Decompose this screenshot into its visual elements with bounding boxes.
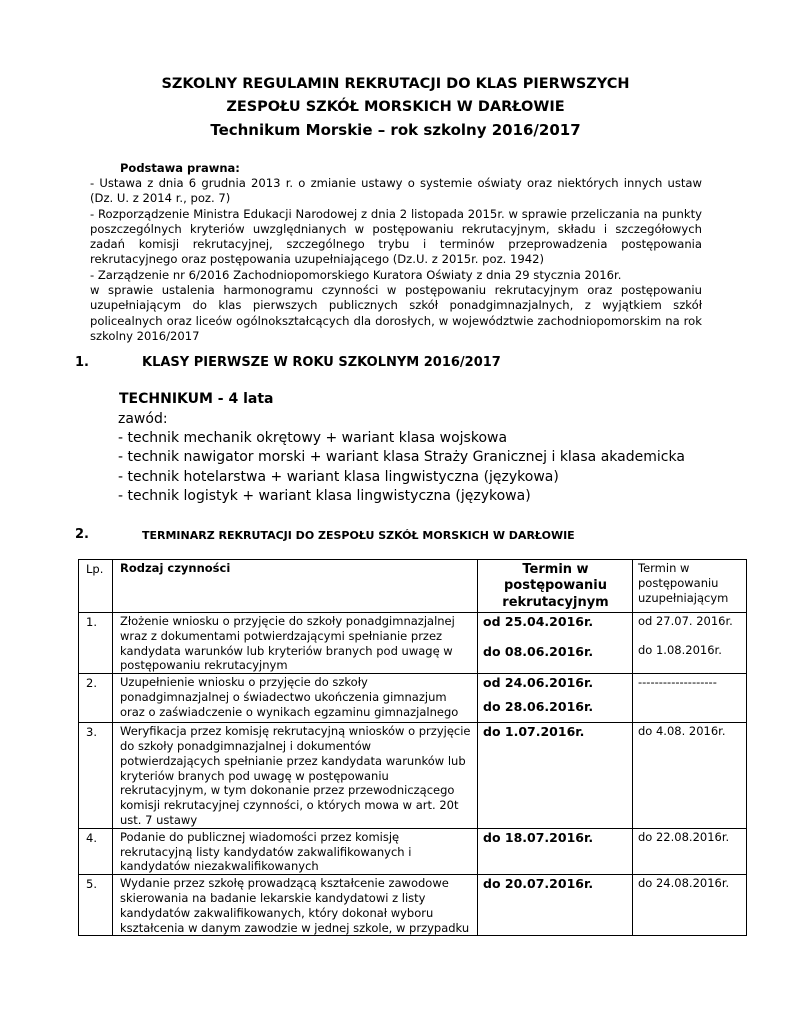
table-header-row xyxy=(79,560,747,613)
legal-basis-item: - Ustawa z dnia 6 grudnia 2013 r. o zmianie ustawy o systemie oświaty oraz niektórych innych ustaw (Dz. U. z 2014 r., poz. 7) xyxy=(90,176,702,206)
row-activity: Złożenie wniosku o przyjęcie do szkoły ponadgimnazjalnej wraz z dokumentami potwierdzającymi spełnianie przez kandydata warunków lub kryteriów branych pod uwagę w postępowaniu rekrutacyjnym xyxy=(113,613,478,674)
section-2-title: TERMINARZ REKRUTACJI DO ZESPOŁU SZKÓŁ MORSKICH W DARŁOWIE xyxy=(142,529,575,542)
row-activity: Weryfikacja przez komisję rekrutacyjną wniosków o przyjęcie do szkoły ponadgimnazjalnej i dokumentów potwierdzających spełnianie przez kandydata warunków lub kryteriów branych pod uwagę w postępowaniu rekrutacyjnym, w tym dokonanie przez przewodniczącego komisji rekrutacyjnej czynności, o których mowa w art. 20t ust. 7 ustawy xyxy=(113,723,478,829)
row-recruitment-term: do 18.07.2016r. xyxy=(478,828,633,874)
row-number: 3. xyxy=(79,723,113,829)
row-number: 1. xyxy=(79,613,113,674)
header-recruitment-term: Termin w postępowaniu rekrutacyjnym xyxy=(478,560,633,613)
recruitment-schedule-table xyxy=(78,559,747,936)
header-lp: Lp. xyxy=(79,560,113,613)
profession-item: - technik hotelarstwa + wariant klasa lingwistyczna (językowa) xyxy=(118,468,559,485)
table-row xyxy=(79,828,747,874)
legal-basis-item: w sprawie ustalenia harmonogramu czynności w postępowaniu rekrutacyjnym oraz postępowaniu uzupełniającym do klas pierwszych publicznych szkół ponadgimnazjalnych, z wyjątkiem szkół policealnych oraz liceów ogólnokształcących dla dorosłych, w województwie zachodniopomorskim na rok szkolny 2016/2017 xyxy=(90,283,702,343)
school-name: ZESPOŁU SZKÓŁ MORSKICH W DARŁOWIE xyxy=(226,99,565,115)
section-1-number: 1. xyxy=(75,355,89,370)
row-activity: Wydanie przez szkołę prowadzącą kształcenie zawodowe skierowania na badanie lekarskie kandydatowi z listy kandydatów zakwalifikowanych, który dokonał wyboru kształcenia w danym zawodzie w jednej szkole, w przypadku xyxy=(113,875,478,936)
row-recruitment-term: do 20.07.2016r. xyxy=(478,875,633,936)
profession-item: - technik nawigator morski + wariant klasa Straży Granicznej i klasa akademicka xyxy=(118,449,685,466)
supp-start: od 27.07. 2016r. xyxy=(638,614,733,628)
table-row xyxy=(79,723,747,829)
row-supplementary-term: do 24.08.2016r. xyxy=(633,875,747,936)
legal-basis-item: - Zarządzenie nr 6/2016 Zachodniopomorskiego Kuratora Oświaty z dnia 29 stycznia 2016r. xyxy=(90,267,622,282)
legal-basis-text xyxy=(90,176,702,344)
row-activity: Podanie do publicznej wiadomości przez komisję rekrutacyjną listy kandydatów zakwalifikowanych i kandydatów niezakwalifikowanych xyxy=(113,828,478,874)
row-supplementary-term xyxy=(633,613,747,674)
row-recruitment-term xyxy=(478,674,633,723)
supp-end: do 1.08.2016r. xyxy=(638,642,722,657)
header-activity: Rodzaj czynności xyxy=(113,560,478,613)
school-year-subtitle: Technikum Morskie – rok szkolny 2016/2017 xyxy=(210,121,581,139)
section-2-number: 2. xyxy=(75,527,89,542)
row-recruitment-term xyxy=(478,613,633,674)
table-row xyxy=(79,674,747,723)
school-type-heading: TECHNIKUM - 4 lata xyxy=(119,391,274,407)
profession-item: - technik logistyk + wariant klasa lingwistyczna (językowa) xyxy=(118,487,531,504)
profession-list xyxy=(118,410,685,506)
row-recruitment-term: do 1.07.2016r. xyxy=(478,723,633,829)
profession-item: - technik mechanik okrętowy + wariant klasa wojskowa xyxy=(118,430,508,447)
term-start: od 25.04.2016r. xyxy=(483,614,594,629)
table-row xyxy=(79,875,747,936)
term-end: do 28.06.2016r. xyxy=(483,698,594,714)
legal-basis-item: - Rozporządzenie Ministra Edukacji Narodowej z dnia 2 listopada 2015r. w sprawie przeliczania na punkty poszczególnych kryteriów uwzględnianych w postępowaniu rekrutacyjnym, składu i szczegółowych zadań komisji rekrutacyjnej, szczególnego trybu i terminów przeprowadzenia postępowania rekrutacyjnego oraz postępowania uzupełniającego (Dz.U. z 2015r. poz. 1942) xyxy=(90,206,702,267)
legal-basis-label: Podstawa prawna: xyxy=(120,161,240,175)
row-number: 4. xyxy=(79,828,113,874)
section-1-title: KLASY PIERWSZE W ROKU SZKOLNYM 2016/2017 xyxy=(142,355,501,370)
header-supplementary-term: Termin w postępowaniu uzupełniającym xyxy=(633,560,747,613)
profession-label: zawód: xyxy=(118,411,168,427)
document-title: SZKOLNY REGULAMIN REKRUTACJI DO KLAS PIERWSZYCH xyxy=(161,76,630,92)
row-supplementary-term: ------------------- xyxy=(633,674,747,723)
row-number: 5. xyxy=(79,875,113,936)
row-supplementary-term: do 4.08. 2016r. xyxy=(633,723,747,829)
row-number: 2. xyxy=(79,674,113,723)
table-row xyxy=(79,613,747,674)
term-end: do 08.06.2016r. xyxy=(483,643,594,659)
row-supplementary-term: do 22.08.2016r. xyxy=(633,828,747,874)
row-activity: Uzupełnienie wniosku o przyjęcie do szkoły ponadgimnazjalnej o świadectwo ukończenia gimnazjum oraz o zaświadczenie o wynikach egzaminu gimnazjalnego xyxy=(113,674,478,723)
term-start: od 24.06.2016r. xyxy=(483,675,594,691)
